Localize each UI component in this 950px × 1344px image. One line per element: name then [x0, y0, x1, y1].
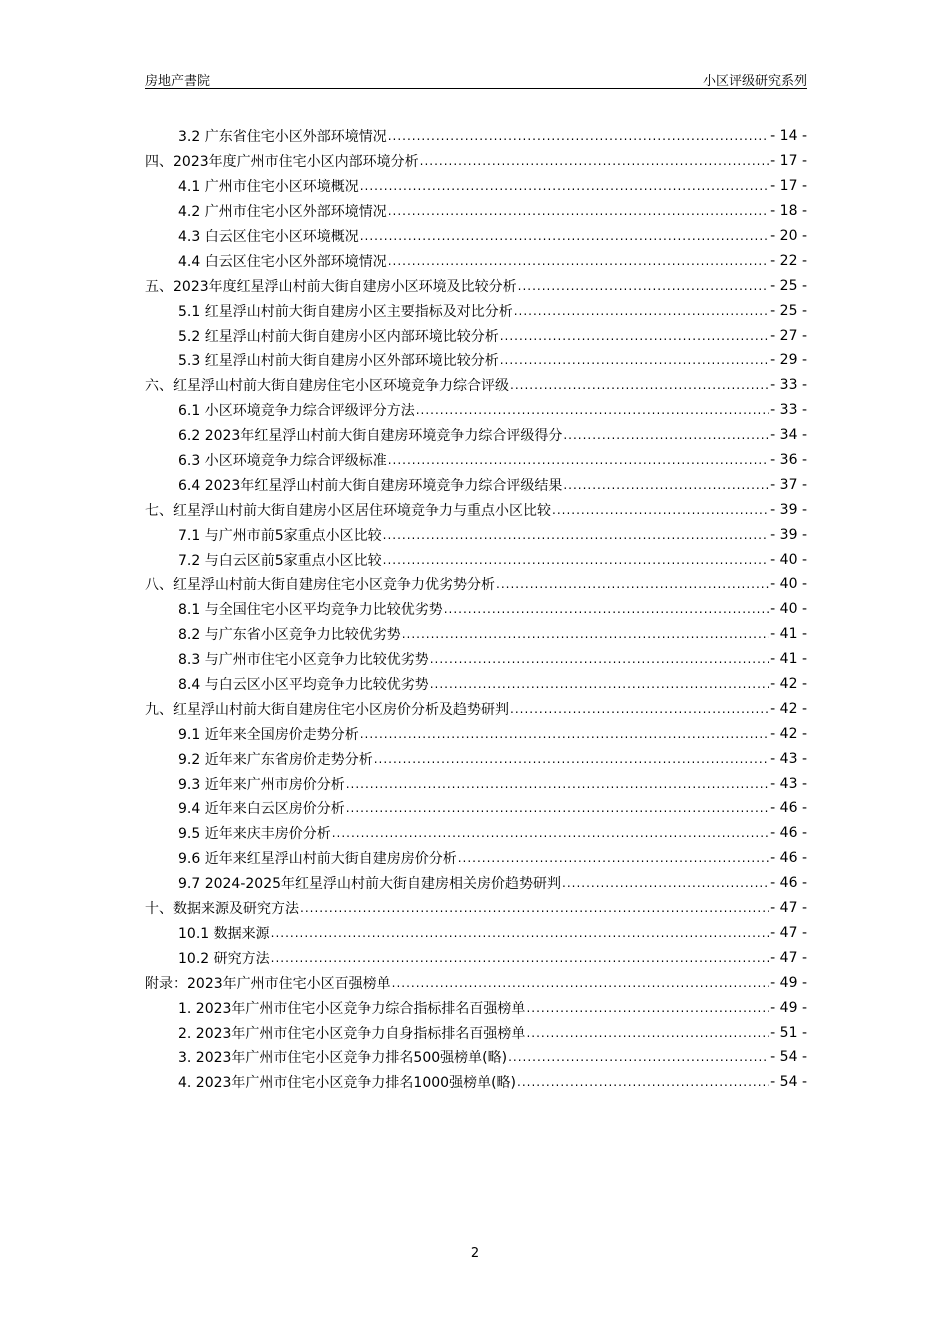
- toc-leader-dots: [388, 254, 769, 268]
- toc-entry-page: - 37 -: [770, 476, 807, 493]
- toc-entry-page: - 17 -: [770, 153, 807, 170]
- toc-entry-page: - 41 -: [770, 651, 807, 668]
- toc-entry-title: 9.6 近年来红星浮山村前大街自建房房价分析: [178, 851, 457, 868]
- toc-leader-dots: [374, 752, 769, 766]
- toc-entry-page: - 29 -: [770, 352, 807, 369]
- toc-leader-dots: [526, 1026, 769, 1040]
- toc-leader-dots: [500, 329, 769, 343]
- toc-leader-dots: [563, 478, 769, 492]
- toc-entry-page: - 47 -: [770, 924, 807, 941]
- toc-leader-dots: [500, 353, 769, 367]
- toc-entry-title: 9.5 近年来庆丰房价分析: [178, 826, 331, 843]
- toc-entry-title: 9.4 近年来白云区房价分析: [178, 801, 345, 818]
- toc-entry-title: 4. 2023年广州市住宅小区竞争力排名1000强榜单(略): [178, 1075, 516, 1092]
- toc-entry[interactable]: [145, 348, 807, 373]
- table-of-contents: [145, 124, 807, 1095]
- toc-entry-page: - 36 -: [770, 452, 807, 469]
- toc-entry-page: - 33 -: [770, 377, 807, 394]
- toc-leader-dots: [430, 677, 769, 691]
- toc-entry-page: - 42 -: [770, 676, 807, 693]
- toc-entry[interactable]: [145, 572, 807, 597]
- toc-entry[interactable]: [145, 995, 807, 1020]
- toc-entry-title: 九、红星浮山村前大街自建房住宅小区房价分析及趋势研判: [145, 701, 509, 718]
- toc-entry[interactable]: [145, 423, 807, 448]
- toc-entry[interactable]: [145, 248, 807, 273]
- toc-entry-page: - 46 -: [770, 875, 807, 892]
- toc-entry-title: 四、2023年度广州市住宅小区内部环境分析: [145, 154, 419, 171]
- toc-leader-dots: [300, 901, 769, 915]
- toc-entry-page: - 43 -: [770, 750, 807, 767]
- toc-entry-title: 9.3 近年来广州市房价分析: [178, 776, 345, 793]
- toc-leader-dots: [271, 926, 770, 940]
- toc-leader-dots: [360, 229, 769, 243]
- toc-entry-title: 3.2 广东省住宅小区外部环境情况: [178, 129, 387, 146]
- toc-entry-page: - 20 -: [770, 228, 807, 244]
- toc-entry[interactable]: [145, 199, 807, 224]
- toc-entry-page: - 25 -: [770, 302, 807, 319]
- toc-entry-page: - 40 -: [770, 551, 807, 568]
- toc-leader-dots: [514, 304, 769, 318]
- toc-entry-page: - 18 -: [770, 203, 807, 220]
- toc-entry[interactable]: [145, 771, 807, 796]
- toc-leader-dots: [430, 652, 769, 666]
- toc-entry-title: 9.7 2024-2025年红星浮山村前大街自建房相关房价趋势研判: [178, 876, 562, 893]
- toc-leader-dots: [517, 1075, 769, 1089]
- toc-entry-page: - 41 -: [770, 626, 807, 643]
- toc-leader-dots: [510, 702, 769, 716]
- toc-entry[interactable]: [145, 696, 807, 721]
- toc-entry-page: - 46 -: [770, 850, 807, 867]
- toc-entry-title: 8.2 与广东省小区竞争力比较优劣势: [178, 627, 401, 644]
- toc-entry-title: 8.3 与广州市住宅小区竞争力比较优劣势: [178, 652, 429, 669]
- toc-leader-dots: [383, 528, 770, 542]
- toc-entry-title: 七、红星浮山村前大街自建房小区居住环境竞争力与重点小区比较: [145, 502, 551, 519]
- toc-entry-title: 6.2 2023年红星浮山村前大街自建房环境竞争力综合评级得分: [178, 428, 563, 445]
- toc-entry[interactable]: [145, 124, 807, 149]
- header-left-text: 房地产書院: [145, 74, 211, 89]
- toc-entry-title: 8.1 与全国住宅小区平均竞争力比较优劣势: [178, 602, 443, 619]
- toc-leader-dots: [552, 503, 769, 517]
- toc-entry-title: 3. 2023年广州市住宅小区竞争力排名500强榜单(略): [178, 1050, 508, 1067]
- toc-entry-title: 8.4 与白云区小区平均竞争力比较优劣势: [178, 677, 429, 694]
- page-number: 2: [470, 1246, 480, 1261]
- toc-entry-title: 5.3 红星浮山村前大街自建房小区外部环境比较分析: [178, 353, 499, 370]
- toc-entry-page: - 40 -: [770, 601, 807, 618]
- toc-entry-title: 六、红星浮山村前大街自建房住宅小区环境竞争力综合评级: [145, 378, 509, 395]
- toc-leader-dots: [458, 851, 769, 865]
- toc-entry[interactable]: [145, 672, 807, 697]
- toc-leader-dots: [332, 826, 769, 840]
- toc-leader-dots: [346, 801, 769, 815]
- toc-entry-title: 10.2 研究方法: [178, 950, 270, 967]
- toc-entry-title: 4.2 广州市住宅小区外部环境情况: [178, 204, 387, 221]
- toc-entry[interactable]: [145, 373, 807, 398]
- toc-leader-dots: [271, 951, 770, 965]
- toc-leader-dots: [518, 279, 770, 293]
- toc-entry-title: 9.1 近年来全国房价走势分析: [178, 726, 359, 743]
- toc-leader-dots: [444, 602, 769, 616]
- toc-entry[interactable]: [145, 746, 807, 771]
- toc-entry-title: 4.1 广州市住宅小区环境概况: [178, 179, 359, 196]
- toc-leader-dots: [388, 204, 769, 218]
- toc-entry[interactable]: [145, 896, 807, 921]
- toc-entry[interactable]: [145, 298, 807, 323]
- toc-entry-title: 7.1 与广州市前5家重点小区比较: [178, 527, 382, 544]
- toc-entry[interactable]: [145, 647, 807, 672]
- toc-entry[interactable]: [145, 796, 807, 821]
- toc-entry-page: - 27 -: [770, 327, 807, 344]
- toc-entry[interactable]: [145, 622, 807, 647]
- toc-entry-title: 附录：2023年广州市住宅小区百强榜单: [145, 975, 391, 992]
- toc-leader-dots: [388, 453, 769, 467]
- toc-entry-page: - 43 -: [770, 775, 807, 792]
- toc-entry[interactable]: [145, 547, 807, 572]
- toc-leader-dots: [508, 1050, 769, 1064]
- toc-entry-page: - 33 -: [770, 402, 807, 419]
- toc-entry-title: 十、数据来源及研究方法: [145, 901, 299, 918]
- toc-entry-page: - 39 -: [770, 526, 807, 543]
- toc-leader-dots: [392, 976, 770, 990]
- toc-entry[interactable]: [145, 273, 807, 298]
- toc-entry[interactable]: [145, 1020, 807, 1045]
- toc-entry[interactable]: [145, 721, 807, 746]
- toc-entry-title: 4.4 白云区住宅小区外部环境情况: [178, 253, 387, 270]
- toc-entry-page: - 46 -: [770, 825, 807, 842]
- toc-entry-page: - 51 -: [770, 1024, 807, 1041]
- toc-entry-page: - 40 -: [770, 576, 807, 593]
- toc-entry[interactable]: [145, 1070, 807, 1095]
- toc-entry-page: - 14 -: [770, 128, 807, 145]
- toc-entry[interactable]: [145, 522, 807, 547]
- toc-entry-title: 6.3 小区环境竞争力综合评级标准: [178, 453, 387, 470]
- toc-entry-page: - 39 -: [770, 501, 807, 518]
- toc-entry-title: 10.1 数据来源: [178, 925, 270, 942]
- toc-entry[interactable]: [145, 472, 807, 497]
- toc-entry[interactable]: [145, 821, 807, 846]
- toc-leader-dots: [496, 577, 769, 591]
- toc-entry-page: - 42 -: [770, 725, 807, 742]
- toc-leader-dots: [526, 1001, 769, 1015]
- toc-entry-page: - 47 -: [770, 949, 807, 966]
- toc-leader-dots: [388, 129, 769, 143]
- toc-entry[interactable]: [145, 597, 807, 622]
- toc-entry[interactable]: [145, 149, 807, 174]
- toc-entry[interactable]: [145, 224, 807, 249]
- toc-leader-dots: [346, 777, 769, 791]
- toc-entry[interactable]: [145, 945, 807, 970]
- toc-leader-dots: [360, 179, 769, 193]
- toc-entry[interactable]: [145, 1045, 807, 1070]
- page-header: [145, 70, 807, 89]
- toc-entry-title: 1. 2023年广州市住宅小区竞争力综合指标排名百强榜单: [178, 1000, 526, 1017]
- toc-entry-title: 2. 2023年广州市住宅小区竞争力自身指标排名百强榜单: [178, 1025, 526, 1042]
- toc-entry-page: - 22 -: [770, 252, 807, 269]
- toc-entry-title: 五、2023年度红星浮山村前大街自建房小区环境及比较分析: [145, 278, 517, 295]
- toc-entry-page: - 49 -: [770, 974, 807, 991]
- toc-entry-title: 6.4 2023年红星浮山村前大街自建房环境竞争力综合评级结果: [178, 477, 563, 494]
- toc-entry-title: 7.2 与白云区前5家重点小区比较: [178, 552, 382, 569]
- toc-entry[interactable]: [145, 970, 807, 995]
- toc-entry[interactable]: [145, 921, 807, 946]
- toc-leader-dots: [563, 428, 769, 442]
- toc-entry-page: - 17 -: [770, 178, 807, 195]
- toc-entry-title: 6.1 小区环境竞争力综合评级评分方法: [178, 403, 415, 420]
- toc-leader-dots: [510, 378, 769, 392]
- toc-entry[interactable]: [145, 448, 807, 473]
- toc-entry[interactable]: [145, 497, 807, 522]
- toc-entry-page: - 47 -: [770, 900, 807, 917]
- toc-entry[interactable]: [145, 871, 807, 896]
- toc-entry-page: - 34 -: [770, 427, 807, 444]
- toc-leader-dots: [420, 154, 770, 168]
- toc-entry-page: - 49 -: [770, 999, 807, 1016]
- toc-entry[interactable]: [145, 174, 807, 199]
- toc-entry-title: 5.1 红星浮山村前大街自建房小区主要指标及对比分析: [178, 303, 513, 320]
- toc-entry-page: - 42 -: [770, 700, 807, 717]
- toc-entry-page: - 54 -: [770, 1074, 807, 1091]
- toc-entry-title: 八、红星浮山村前大街自建房住宅小区竞争力优劣势分析: [145, 577, 495, 594]
- toc-leader-dots: [383, 553, 770, 567]
- header-right-text: 小区评级研究系列: [702, 74, 807, 89]
- toc-entry[interactable]: [145, 398, 807, 423]
- toc-entry-title: 4.3 白云区住宅小区环境概况: [178, 229, 359, 245]
- toc-leader-dots: [402, 627, 769, 641]
- toc-entry-page: - 54 -: [770, 1049, 807, 1066]
- toc-entry-page: - 25 -: [770, 277, 807, 294]
- toc-entry-page: - 46 -: [770, 800, 807, 817]
- toc-entry-title: 9.2 近年来广东省房价走势分析: [178, 751, 373, 768]
- toc-entry[interactable]: [145, 323, 807, 348]
- toc-leader-dots: [416, 403, 769, 417]
- toc-leader-dots: [562, 876, 769, 890]
- toc-leader-dots: [360, 727, 769, 741]
- toc-entry[interactable]: [145, 846, 807, 871]
- toc-entry-title: 5.2 红星浮山村前大街自建房小区内部环境比较分析: [178, 328, 499, 345]
